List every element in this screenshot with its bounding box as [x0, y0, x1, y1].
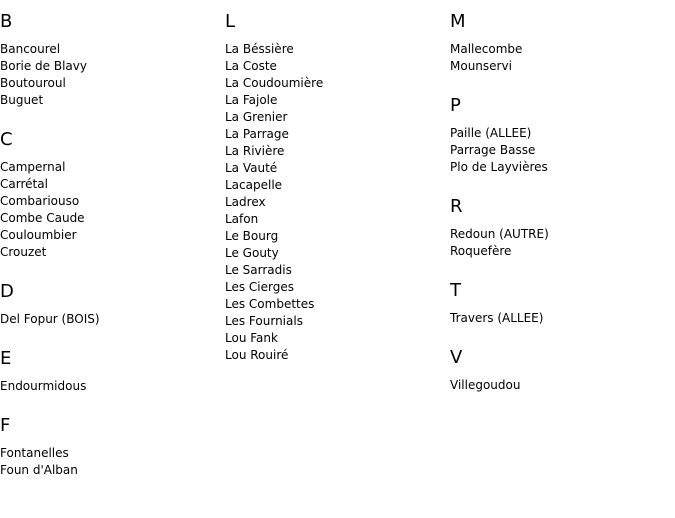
index-column [450, 0, 670, 394]
place-link[interactable]: Travers (ALLEE) [450, 311, 544, 325]
place-link[interactable]: Lou Fank [225, 331, 278, 345]
place-list [0, 41, 220, 109]
letter-heading: M [450, 11, 466, 32]
place-link[interactable]: Foun d'Alban [0, 463, 78, 477]
place-link[interactable]: Redoun (AUTRE) [450, 227, 549, 241]
letter-heading: R [450, 196, 463, 217]
place-link[interactable]: Les Fournials [225, 314, 303, 328]
letter-group-d [0, 282, 220, 328]
letter-heading: V [450, 347, 463, 368]
place-link[interactable]: Del Fopur (BOIS) [0, 312, 100, 326]
letter-heading: B [0, 11, 13, 32]
letter-group-f [0, 416, 220, 479]
letter-group-v [450, 348, 670, 394]
place-list [450, 125, 670, 176]
letter-group-b [0, 12, 220, 109]
letter-heading: F [0, 415, 11, 436]
place-link[interactable]: Le Sarradis [225, 263, 292, 277]
place-list [0, 378, 220, 395]
letter-group-t [450, 281, 670, 327]
place-link[interactable]: Carrétal [0, 177, 48, 191]
place-link[interactable]: La Grenier [225, 110, 288, 124]
letter-heading: C [0, 129, 13, 150]
place-list [450, 226, 670, 260]
index-column [0, 0, 220, 479]
place-link[interactable]: Combariouso [0, 194, 80, 208]
letter-heading: P [450, 95, 461, 116]
place-link[interactable]: La Vauté [225, 161, 278, 175]
place-link[interactable]: La Rivière [225, 144, 285, 158]
letter-heading: E [0, 348, 12, 369]
place-list [0, 159, 220, 261]
letter-group-r [450, 197, 670, 260]
place-link[interactable]: Buguet [0, 93, 44, 107]
place-link[interactable]: Lou Rouiré [225, 348, 289, 362]
place-link[interactable]: Mounservi [450, 59, 512, 73]
place-link[interactable]: Lacapelle [225, 178, 283, 192]
place-link[interactable]: La Coste [225, 59, 277, 73]
letter-group-c [0, 130, 220, 261]
letter-group-m [450, 12, 670, 75]
place-link[interactable]: La Coudoumière [225, 76, 324, 90]
place-link[interactable]: Paille (ALLEE) [450, 126, 532, 140]
letter-heading: D [0, 281, 14, 302]
place-link[interactable]: Mallecombe [450, 42, 523, 56]
place-link[interactable]: Fontanelles [0, 446, 69, 460]
place-link[interactable]: Endourmidous [0, 379, 87, 393]
place-link[interactable]: Crouzet [0, 245, 47, 259]
place-list [450, 41, 670, 75]
letter-group-e [0, 349, 220, 395]
place-list [225, 41, 445, 364]
place-list [450, 310, 670, 327]
place-link[interactable]: Campernal [0, 160, 66, 174]
place-link[interactable]: Villegoudou [450, 378, 521, 392]
index-column [225, 0, 445, 364]
place-link[interactable]: Roquefère [450, 244, 512, 258]
letter-group-p [450, 96, 670, 176]
place-link[interactable]: Bancourel [0, 42, 61, 56]
place-link[interactable]: Lafon [225, 212, 259, 226]
place-link[interactable]: La Parrage [225, 127, 289, 141]
place-link[interactable]: Couloumbier [0, 228, 77, 242]
place-link[interactable]: Le Bourg [225, 229, 279, 243]
place-link[interactable]: Plo de Layvières [450, 160, 548, 174]
place-link[interactable]: Ladrex [225, 195, 266, 209]
place-link[interactable]: La Fajole [225, 93, 278, 107]
place-list [450, 377, 670, 394]
place-link[interactable]: Les Cierges [225, 280, 294, 294]
place-link[interactable]: Parrage Basse [450, 143, 536, 157]
place-list [0, 311, 220, 328]
place-link[interactable]: Boutouroul [0, 76, 66, 90]
place-link[interactable]: Le Gouty [225, 246, 279, 260]
place-link[interactable]: Combe Caude [0, 211, 85, 225]
place-list [0, 445, 220, 479]
letter-group-l [225, 12, 445, 364]
letter-heading: T [450, 280, 461, 301]
letter-heading: L [225, 11, 236, 32]
place-link[interactable]: Les Combettes [225, 297, 315, 311]
place-link[interactable]: Borie de Blavy [0, 59, 87, 73]
place-link[interactable]: La Béssière [225, 42, 294, 56]
